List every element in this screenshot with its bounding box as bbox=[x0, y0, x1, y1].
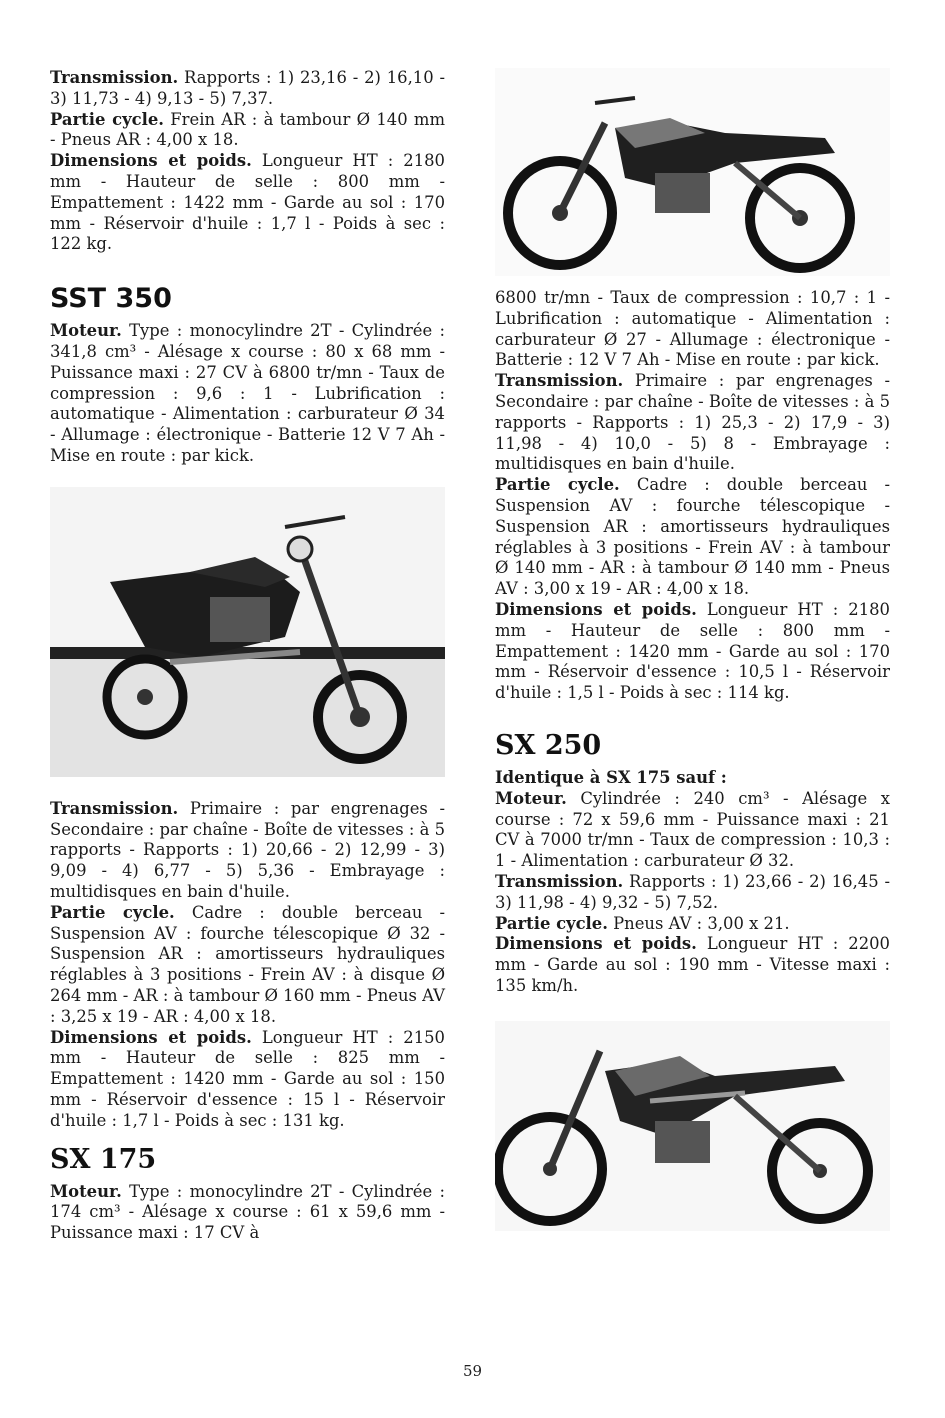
section-heading: SX 250 bbox=[495, 729, 602, 761]
spec-paragraph: Partie cycle. Pneus AV : 3,00 x 21. bbox=[495, 913, 790, 933]
text-block bbox=[50, 68, 445, 255]
spec-paragraph: Partie cycle. Frein AR : à tambour Ø 140 mm - Pneus AR : 4,00 x 18. bbox=[50, 109, 446, 150]
motorcycle-photo-sst350 bbox=[50, 487, 445, 777]
spec-paragraph: Dimensions et poids. Longueur HT : 2200 mm - Garde au sol : 190 mm - Vitesse maxi : 135 km/h. bbox=[495, 934, 890, 995]
spec-paragraph: Moteur. Type : monocylindre 2T - Cylindrée : 174 cm³ - Alésage x course : 61 x 59,6 mm - Puissance maxi : 17 CV à bbox=[50, 1181, 445, 1243]
spec-paragraph: Moteur. Cylindrée : 240 cm³ - Alésage x course : 72 x 59,6 mm - Puissance maxi : 21 CV à 7000 tr/mn - Taux de compression : 10,3 : 1 - Alimentation : carburateur Ø 32. bbox=[495, 788, 890, 871]
right-column bbox=[495, 68, 890, 1231]
spec-paragraph: Transmission. Rapports : 1) 23,66 - 2) 16,45 - 3) 11,98 - 4) 9,32 - 5) 7,52. bbox=[495, 871, 890, 912]
spec-paragraph: Dimensions et poids. Longueur HT : 2150 mm - Hauteur de selle : 825 mm - Empattement : 1420 mm - Garde au sol : 150 mm - Réservoir d'essence : 15 l - Réservoir d'huile : 1,7 l - Poids à sec : 131 kg. bbox=[50, 1027, 445, 1130]
text-block bbox=[50, 321, 445, 467]
spec-paragraph: Dimensions et poids. Longueur HT : 2180 mm - Hauteur de selle : 800 mm - Empattement : 1422 mm - Garde au sol : 170 mm - Réservoir d'huile : 1,7 l - Poids à sec : 122 kg. bbox=[50, 151, 445, 254]
motorcycle-photo-sx250 bbox=[495, 1021, 890, 1231]
text-block bbox=[495, 768, 890, 997]
text-block bbox=[50, 1182, 445, 1244]
spec-paragraph: Partie cycle. Cadre : double berceau - Suspension AV : fourche télescopique Ø 32 - Suspension AR : amortisseurs hydrauliques réglables à 3 positions - Frein AV : à disque Ø 264 mm - AR : à tambour Ø 160 mm - Pneus AV : 3,25 x 19 - AR : 4,00 x 18. bbox=[50, 902, 446, 1026]
spec-paragraph: Transmission. Rapports : 1) 23,16 - 2) 16,10 - 3) 11,73 - 4) 9,13 - 5) 7,37. bbox=[50, 68, 445, 108]
spec-paragraph: Moteur. Type : monocylindre 2T - Cylindrée : 341,8 cm³ - Alésage x course : 80 x 68 mm - Puissance maxi : 27 CV à 6800 tr/mn - Taux de compression : 9,6 : 1 - Lubrification : automatique - Alimentation : carburateur Ø 34 - Allumage : électronique - Batterie 12 V 7 Ah - Mise en route : par kick. bbox=[50, 321, 445, 465]
left-column bbox=[50, 68, 445, 1244]
spec-paragraph: Dimensions et poids. Longueur HT : 2180 mm - Hauteur de selle : 800 mm - Empattement : 1420 mm - Garde au sol : 170 mm - Réservoir d'essence : 10,5 l - Réservoir d'huile : 1,5 l - Poids à sec : 114 kg. bbox=[495, 599, 890, 703]
section-heading: SST 350 bbox=[50, 283, 172, 315]
spec-paragraph: Identique à SX 175 sauf : bbox=[495, 767, 727, 787]
spec-paragraph: 6800 tr/mn - Taux de compression : 10,7 : 1 - Lubrification : automatique - Alimentation : carburateur Ø 27 - Allumage : électronique - Batterie : 12 V 7 Ah - Mise en route : par kick. bbox=[495, 288, 890, 370]
section-heading: SX 175 bbox=[50, 1143, 157, 1175]
page-number: 59 bbox=[462, 1362, 483, 1380]
text-block bbox=[50, 799, 445, 1132]
spec-paragraph: Transmission. Primaire : par engrenages - Secondaire : par chaîne - Boîte de vitesses : à 5 rapports - Rapports : 1) 20,66 - 2) 12,99 - 3) 9,09 - 4) 6,77 - 5) 5,36 - Embrayage : multidisques en bain d'huile. bbox=[50, 798, 445, 901]
motorcycle-photo-sx175 bbox=[495, 68, 890, 276]
spec-paragraph: Partie cycle. Cadre : double berceau - Suspension AV : fourche télescopique - Suspension AR : amortisseurs hydrauliques réglables à 3 positions - Frein AV : à tambour Ø 140 mm - AR : à tambour Ø 140 mm - Pneus AV : 3,00 x 19 - AR : 4,00 x 18. bbox=[495, 475, 890, 599]
spec-paragraph: Transmission. Primaire : par engrenages - Secondaire : par chaîne - Boîte de vitesses : à 5 rapports - Rapports : 1) 25,3 - 2) 17,9 - 3) 11,98 - 4) 10,0 - 5) 8 - Embrayage : multidisques en bain d'huile. bbox=[495, 371, 890, 474]
text-block bbox=[495, 288, 890, 704]
